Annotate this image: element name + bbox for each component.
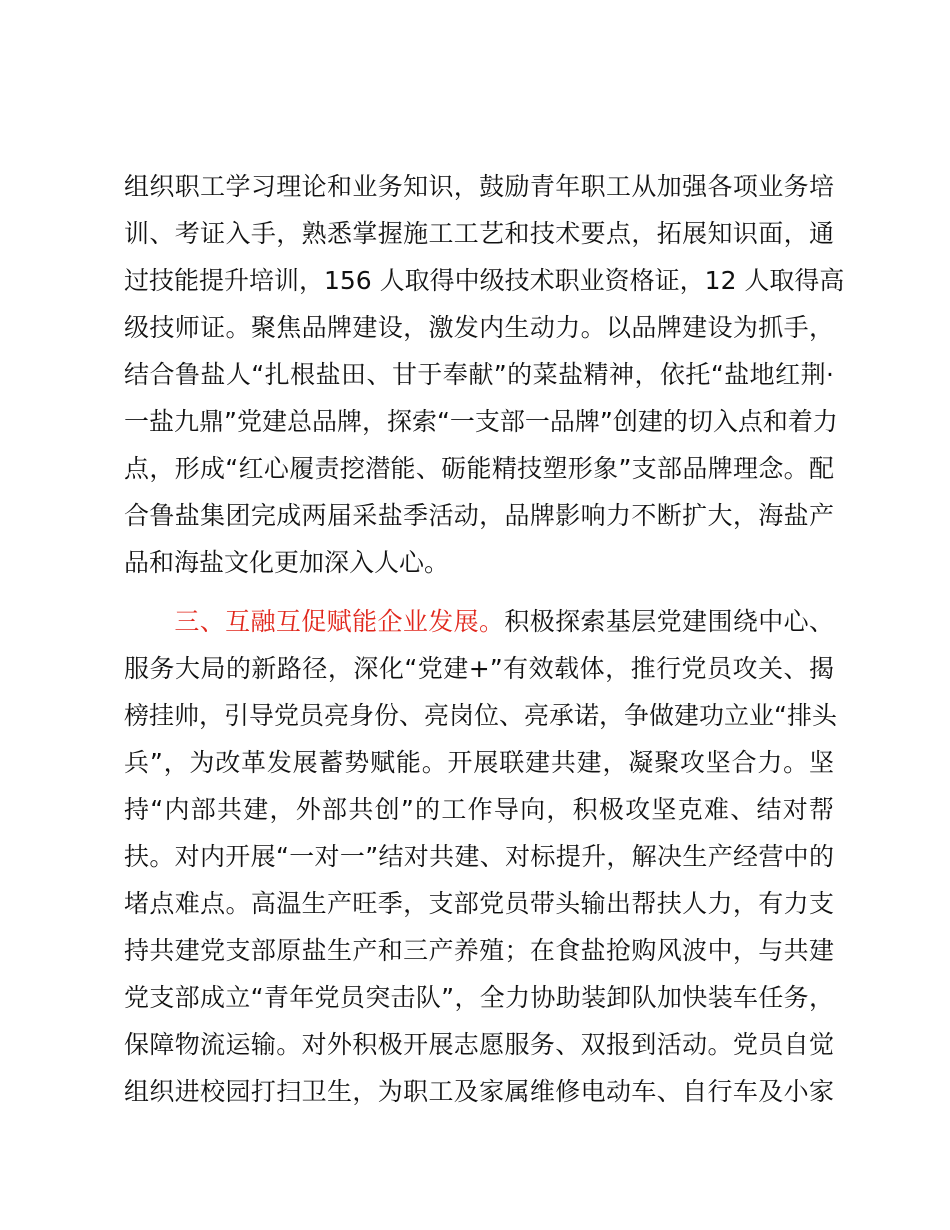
paragraph-line: 级技师证。聚焦品牌建设，激发内生动力。以品牌建设为抓手， [124,313,834,342]
paragraph-line: 保障物流运输。对外积极开展志愿服务、双报到活动。党员自觉 [124,1030,834,1059]
paragraph-line: 持“内部共建，外部共创”的工作导向，积极攻坚克难、结对帮 [124,795,834,824]
paragraph-line: 兵”，为改革发展蓄势赋能。开展联建共建，凝聚攻坚合力。坚 [124,748,834,777]
paragraph-line: 榜挂帅，引导党员亮身份、亮岗位、亮承诺，争做建功立业“排头 [124,701,837,730]
paragraph-1 [124,163,845,586]
heading-line-rest: 积极探索基层党建围绕中心、 [504,607,834,636]
paragraph-line: 组织进校园打扫卫生，为职工及家属维修电动车、自行车及小家 [124,1077,834,1106]
paragraph-line: 一盐九鼎”党建总品牌，探索“一支部一品牌”创建的切入点和着力 [124,407,838,436]
paragraph-line: 训、考证入手，熟悉掌握施工工艺和技术要点，拓展知识面，通 [124,219,834,248]
paragraph-line: 品和海盐文化更加深入人心。 [124,548,450,577]
paragraph-line: 组织职工学习理论和业务知识，鼓励青年职工从加强各项业务培 [124,172,834,201]
paragraph-line: 结合鲁盐人“扎根盐田、甘于奉献”的菜盐精神，依托“盐地红荆· [124,360,834,389]
paragraph-line: 合鲁盐集团完成两届采盐季活动，品牌影响力不断扩大，海盐产 [124,501,834,530]
paragraph-gap [124,586,834,598]
document-body [124,163,845,1115]
paragraph-line: 党支部成立“青年党员突击队”，全力协助装卸队加快装车任务， [124,983,834,1012]
paragraph-line: 过技能提升培训，156 人取得中级技术职业资格证，12 人取得高 [124,266,845,295]
paragraph-first-line [124,598,834,645]
section-heading: 三、互融互促赋能企业发展。 [174,607,505,636]
paragraph-line: 服务大局的新路径，深化“党建+”有效载体，推行党员攻关、揭 [124,654,834,683]
paragraph-line: 点，形成“红心履责挖潜能、砺能精技塑形象”支部品牌理念。配 [124,454,834,483]
paragraph-2 [124,598,837,1115]
paragraph-line: 扶。对内开展“一对一”结对共建、对标提升，解决生产经营中的 [124,842,834,871]
paragraph-line: 持共建党支部原盐生产和三产养殖；在食盐抢购风波中，与共建 [124,936,834,965]
paragraph-line: 堵点难点。高温生产旺季，支部党员带头输出帮扶人力，有力支 [124,889,834,918]
